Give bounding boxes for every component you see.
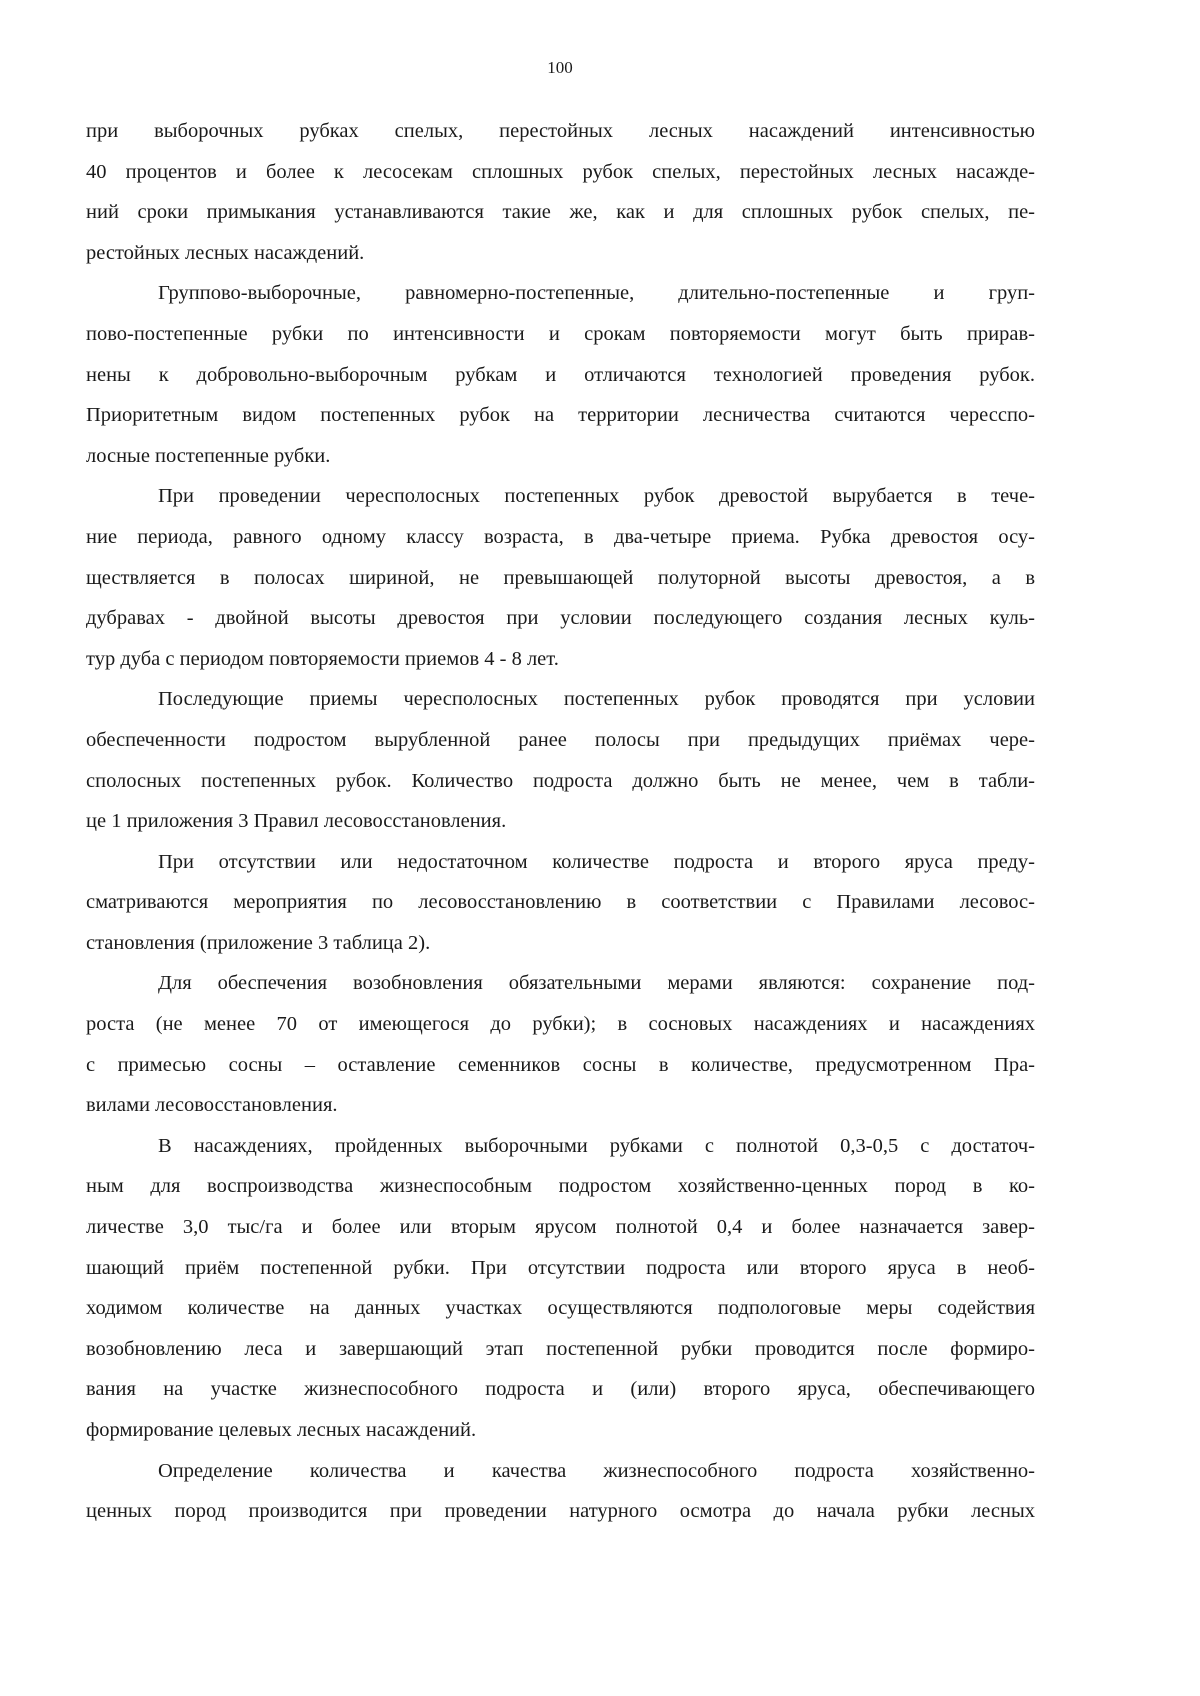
text-line: дубравах - двойной высоты древостоя при условии последующего создания лесных куль- bbox=[86, 607, 1035, 630]
text-line: Последующие приемы чересполосных постепенных рубок проводятся при условии bbox=[158, 688, 1035, 711]
text-line: роста (не менее 70 от имеющегося до рубки); в сосновых насаждениях и насаждениях bbox=[86, 1013, 1035, 1036]
text-line: пово-постепенные рубки по интенсивности и срокам повторяемости могут быть прирав- bbox=[86, 322, 1035, 345]
text-line: вания на участке жизнеспособного подроста и (или) второго яруса, обеспечивающего bbox=[86, 1378, 1035, 1401]
text-line: ний сроки примыкания устанавливаются такие же, как и для сплошных рубок спелых, пе- bbox=[86, 201, 1035, 224]
text-line: тур дуба с периодом повторяемости приемов 4 - 8 лет. bbox=[86, 647, 559, 670]
text-line: личестве 3,0 тыс/га и более или вторым ярусом полнотой 0,4 и более назначается завер- bbox=[86, 1216, 1035, 1239]
text-line: 40 процентов и более к лесосекам сплошных рубок спелых, перестойных лесных насажде- bbox=[86, 160, 1035, 183]
text-line: нены к добровольно-выборочным рубкам и отличаются технологией проведения рубок. bbox=[86, 363, 1035, 386]
text-line: шающий приём постепенной рубки. При отсутствии подроста или второго яруса в необ- bbox=[86, 1256, 1035, 1279]
text-line: с примесью сосны – оставление семенников сосны в количестве, предусмотренном Пра- bbox=[86, 1053, 1035, 1076]
text-line: становления (приложение 3 таблица 2). bbox=[86, 931, 431, 954]
text-line: сматриваются мероприятия по лесовосстановлению в соответствии с Правилами лесовос- bbox=[86, 891, 1035, 914]
text-line: обеспеченности подростом вырубленной ранее полосы при предыдущих приёмах чере- bbox=[86, 728, 1035, 751]
text-line: при выборочных рубках спелых, перестойных лесных насаждений интенсивностью bbox=[86, 120, 1035, 142]
text-line: формирование целевых лесных насаждений. bbox=[86, 1419, 477, 1441]
text-line: ществляется в полосах шириной, не превышающей полуторной высоты древостоя, а в bbox=[86, 566, 1035, 589]
text-line: Приоритетным видом постепенных рубок на территории лесничества считаются чересспо- bbox=[86, 404, 1035, 427]
text-line: Группово-выборочные, равномерно-постепенные, длительно-постепенные и груп- bbox=[158, 282, 1035, 305]
text-line: ние периода, равного одному классу возраста, в два-четыре приема. Рубка древостоя осу- bbox=[86, 525, 1035, 548]
text-line: возобновлению леса и завершающий этап постепенной рубки проводится после формиро- bbox=[86, 1337, 1035, 1360]
text-line: Для обеспечения возобновления обязательными мерами являются: сохранение под- bbox=[158, 972, 1035, 995]
text-line: сполосных постепенных рубок. Количество подроста должно быть не менее, чем в табли- bbox=[86, 769, 1035, 792]
text-line: ным для воспроизводства жизнеспособным подростом хозяйственно-ценных пород в ко- bbox=[86, 1175, 1035, 1198]
page-number: 100 bbox=[547, 58, 573, 77]
text-line: ценных пород производится при проведении натурного осмотра до начала рубки лесных bbox=[86, 1500, 1035, 1523]
text-line: При отсутствии или недостаточном количестве подроста и второго яруса преду- bbox=[158, 850, 1035, 873]
text-line: ходимом количестве на данных участках осуществляются подпологовые меры содействия bbox=[86, 1297, 1035, 1320]
text-line: вилами лесовосстановления. bbox=[86, 1094, 338, 1117]
text-line: В насаждениях, пройденных выборочными рубками с полнотой 0,3-0,5 с достаточ- bbox=[158, 1134, 1035, 1157]
text-line: лосные постепенные рубки. bbox=[86, 444, 331, 467]
body-text bbox=[86, 111, 1035, 1532]
text-line: це 1 приложения 3 Правил лесовосстановления. bbox=[86, 810, 507, 833]
text-line: рестойных лесных насаждений. bbox=[86, 241, 365, 264]
text-line: Определение количества и качества жизнеспособного подроста хозяйственно- bbox=[158, 1459, 1035, 1482]
text-line: При проведении чересполосных постепенных рубок древостой вырубается в тече- bbox=[158, 485, 1035, 508]
